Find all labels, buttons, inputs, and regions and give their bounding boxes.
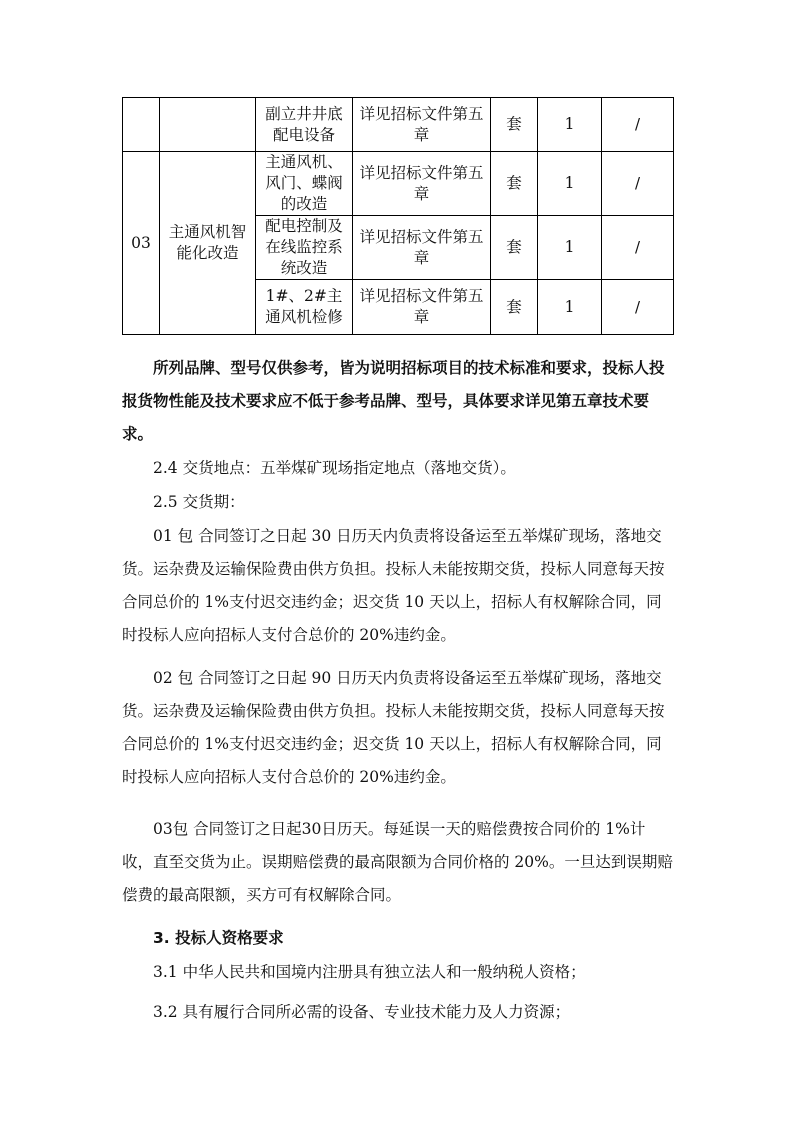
- section-3-heading: 3. 投标人资格要求: [153, 929, 284, 947]
- cell-item: 主通风机、风门、蝶阀的改造: [256, 152, 353, 216]
- package-02-terms: 02 包 合同签订之日起 90 日历天内负责将设备运至五举煤矿现场，落地交货。运杂费及运输保险费由供方负担。投标人未能按期交货，投标人同意每天按合同总价的 1%支付迟交违约金；迟交货 10 天以上，招标人有权解除合同，同时投标人应向招标人支付合总价的 20%违约金。: [122, 669, 665, 786]
- cell-spec: 详见招标文件第五章: [353, 216, 491, 280]
- cell-item: 副立井井底配电设备: [256, 98, 353, 152]
- cell-unit: 套: [491, 152, 538, 216]
- delivery-period-title: 2.5 交货期：: [153, 493, 245, 511]
- requirement-3-1: 3.1 中华人民共和国境内注册具有独立法人和一般纳税人资格；: [153, 963, 586, 981]
- cell-remark: /: [602, 216, 674, 280]
- cell-qty: 1: [538, 216, 602, 280]
- cell-unit: 套: [491, 216, 538, 280]
- cell-remark: /: [602, 280, 674, 335]
- cell-spec: 详见招标文件第五章: [353, 98, 491, 152]
- cell-item: 1#、2#主通风机检修: [256, 280, 353, 335]
- cell-unit: 套: [491, 280, 538, 335]
- cell-item: 配电控制及在线监控系统改造: [256, 216, 353, 280]
- cell-no: [123, 98, 160, 152]
- brand-notice: 所列品牌、型号仅供参考，皆为说明招标项目的技术标准和要求，投标人投报货物性能及技术要求应不低于参考品牌、型号，具体要求详见第五章技术要求。: [122, 359, 665, 443]
- cell-no: 03: [123, 152, 160, 335]
- cell-qty: 1: [538, 280, 602, 335]
- table-row: [123, 152, 674, 216]
- delivery-place: 2.4 交货地点：五举煤矿现场指定地点（落地交货）。: [153, 459, 516, 477]
- cell-qty: 1: [538, 98, 602, 152]
- cell-remark: /: [602, 98, 674, 152]
- cell-qty: 1: [538, 152, 602, 216]
- cell-spec: 详见招标文件第五章: [353, 280, 491, 335]
- cell-spec: 详见招标文件第五章: [353, 152, 491, 216]
- cell-name: [160, 98, 256, 152]
- cell-remark: /: [602, 152, 674, 216]
- cell-name: 主通风机智能化改造: [160, 152, 256, 335]
- package-03-terms: 03包 合同签订之日起30日历天。每延误一天的赔偿费按合同价的 1%计收，直至交货为止。误期赔偿费的最高限额为合同价格的 20%。一旦达到误期赔偿费的最高限额，买方可有权解除合同。: [122, 820, 673, 904]
- requirement-3-2: 3.2 具有履行合同所必需的设备、专业技术能力及人力资源；: [153, 1003, 571, 1021]
- package-01-terms: 01 包 合同签订之日起 30 日历天内负责将设备运至五举煤矿现场，落地交货。运杂费及运输保险费由供方负担。投标人未能按期交货，投标人同意每天按合同总价的 1%支付迟交违约金；迟交货 10 天以上，招标人有权解除合同，同时投标人应向招标人支付合总价的 20%违约金。: [122, 527, 665, 644]
- table-row: [123, 98, 674, 152]
- items-table: [122, 97, 674, 335]
- cell-unit: 套: [491, 98, 538, 152]
